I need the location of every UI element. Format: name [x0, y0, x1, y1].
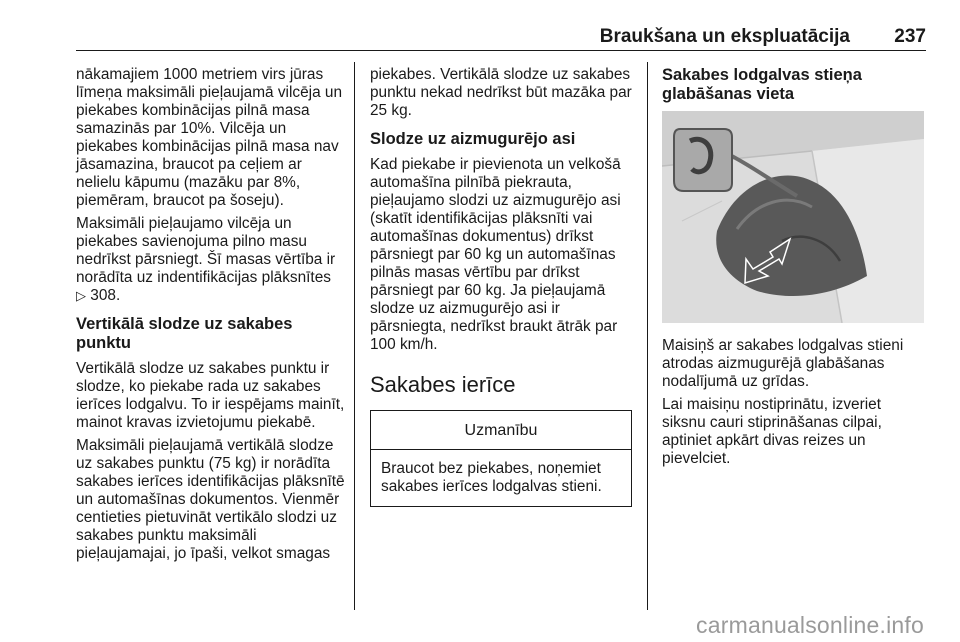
paragraph: Maksimāli pieļaujamā vertikālā slodze uz sakabes punktu (75 kg) ir norādīta sakabes ierīces identifikācijas plāksnītē un automašīnas dokumentos. Vienmēr centieties pietuvināt vertikālo slodzi uz sakabes punktu maksimāli pieļaujamajai, jo īpaši, velkot smagas [76, 437, 345, 562]
column-divider [647, 62, 648, 610]
page-header [76, 24, 926, 51]
storage-illustration [662, 111, 924, 323]
paragraph-text: Maksimāli pieļaujamo vilcēja un piekabes savienojuma pilno masu nedrīkst pārsniegt. Šī masas vērtība ir norādīta uz indentifikācijas plāksnītes [76, 215, 336, 286]
storage-illustration-svg [662, 111, 924, 323]
paragraph [76, 215, 348, 305]
caution-title: Uzmanību [371, 411, 631, 450]
paragraph: piekabes. Vertikālā slodze uz sakabes punktu nekad nedrīkst būt mazāka par 25 kg. [370, 66, 632, 119]
subheading-rear-axle-load: Slodze uz aizmugurējo asi [370, 130, 576, 148]
section-title: Braukšana un ekspluatācija [599, 26, 850, 47]
column-left [76, 66, 348, 568]
paragraph: Lai maisiņu nostiprinātu, izveriet siksnu cauri stiprināšanas cilpai, aptiniet apkārt divas reizes un pievelciet. [662, 396, 882, 467]
column-divider [354, 62, 355, 610]
paragraph: nākamajiem 1000 metriem virs jūras līmeņa maksimāli pieļaujamā vilcēja un piekabes kombinācijas pilnā masa samazinās par 10%. Vilcēja un piekabes kombinācijas pilnā masa nav jāsamazina, braucot pa ceļiem ar nelielu kāpumu (mazāku par 8%, piemēram, braucot pa šoseju). [76, 66, 343, 209]
heading-towing-device: Sakabes ierīce [370, 372, 516, 397]
subheading-storage: Sakabes lodgalvas stieņa glabāšanas vieta [662, 66, 862, 103]
paragraph: Kad piekabe ir pievienota un velkošā automašīna pilnībā piekrauta, pieļaujamo slodzi uz aizmugurējo asi (skatīt identifikācijas plāksnīti vai automašīnas dokumentus) drīkst pārsniegt par 60 kg un automašīnas pilnās masas vērtību par drīkst pārsniegt par 60 kg. Ja pieļaujamā slodze uz aizmugurējo asi ir pārsniegta, nedrīkst braukt ātrāk par 100 km/h. [370, 156, 621, 353]
column-middle [370, 66, 632, 507]
cross-reference-arrow-icon[interactable]: ▷ [76, 288, 86, 303]
paragraph: Vertikālā slodze uz sakabes punktu ir slodze, ko piekabe rada uz sakabes ierīces lodgalvu. To ir iespējams mainīt, mainot kravas izvietojumu piekabē. [76, 360, 345, 431]
page-reference-link[interactable]: 308. [90, 287, 121, 304]
column-right [662, 66, 927, 473]
watermark: carmanualsonline.info [696, 612, 924, 638]
page-number: 237 [894, 26, 926, 47]
subheading-vertical-load: Vertikālā slodze uz sakabes punktu [76, 315, 293, 352]
caution-box [370, 410, 632, 507]
paragraph: Maisiņš ar sakabes lodgalvas stieni atrodas aizmugurējā glabāšanas nodalījumā uz grīdas. [662, 337, 904, 390]
caution-text: Braucot bez piekabes, noņemiet sakabes ierīces lodgalvas stieni. [381, 460, 602, 495]
